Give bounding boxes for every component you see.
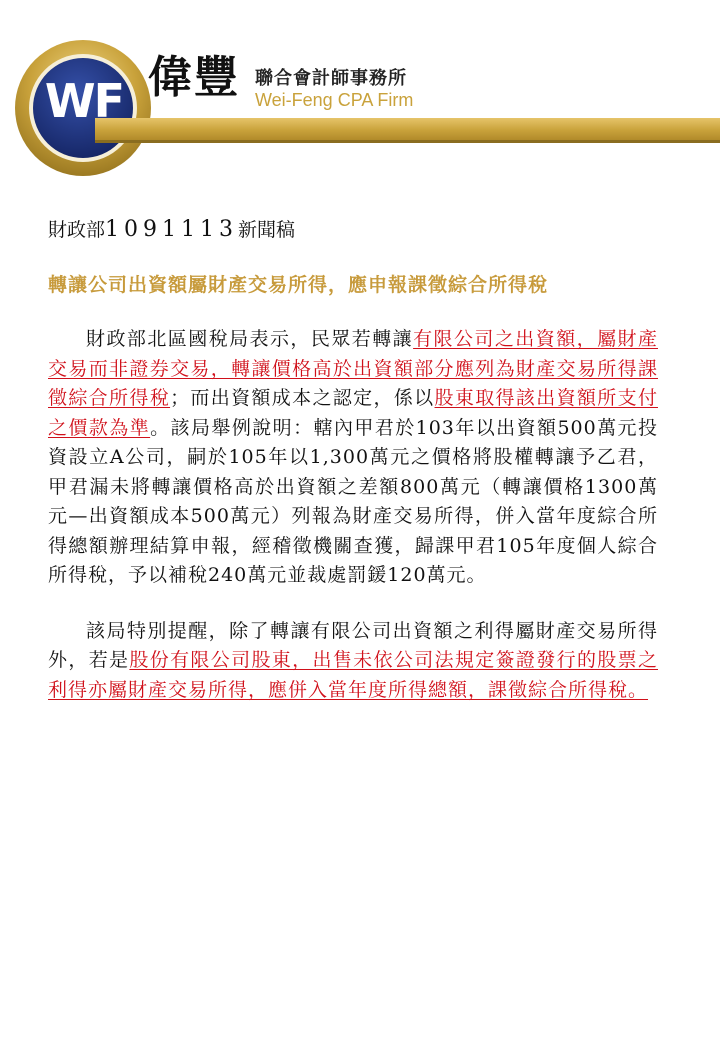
p1-highlight-1: 有限公司之出資額，屬財產交易而非證券交易，轉讓價格高於出資額部分應列為財產交易所得課徵綜合所得稅 (48, 328, 658, 409)
brand-subtitle-cn: 聯合會計師事務所 (255, 68, 407, 89)
p1-text-1: 財政部北區國稅局表示，民眾若轉讓 (86, 328, 414, 350)
headline: 轉讓公司出資額屬財產交易所得，應申報課徵綜合所得稅 (48, 274, 549, 296)
p1-text-3: 。該局舉例說明：轄內甲君於103年以出資額500萬元投資設立A公司，嗣於105年以1,300萬元之價格將股權轉讓予乙君，甲君漏未將轉讓價格高於出資額之差額800萬元（轉讓價格1300萬元—出資額成本500萬元）列報為財產交易所得，併入當年度綜合所得總額辦理結算申報，經稽徵機關查獲，歸課甲君105年度個人綜合所得稅，予以補稅240萬元並裁處罰鍰120萬元。 (48, 416, 658, 586)
paragraph-2 (48, 617, 658, 706)
gold-band-shadow (95, 140, 720, 143)
p2-highlight-1: 股份有限公司股東，出售未依公司法規定簽證發行的股票之利得亦屬財產交易所得，應併入當年度所得總額，課徵綜合所得稅。 (48, 649, 658, 701)
press-suffix: 新聞稿 (238, 219, 296, 241)
press-prefix: 財政部 (48, 219, 106, 241)
press-date: 1091113 (105, 217, 238, 242)
press-release-title (48, 210, 658, 250)
document-body (48, 210, 658, 724)
brand-subtitle-en: Wei-Feng CPA Firm (255, 90, 414, 110)
brand-name: 偉豐 (148, 52, 240, 103)
p2-text-1: 該局特別提醒，除了轉讓有限公司出資額之利得屬財產交易所得外，若是 (48, 619, 658, 671)
logo-mark: WF (44, 74, 124, 128)
p1-highlight-2: 股東取得該出資額所支付之價款為準 (48, 387, 658, 439)
letterhead (0, 0, 720, 175)
p1-text-2: ；而出資額成本之認定，係以 (170, 387, 435, 409)
paragraph-1 (48, 325, 658, 591)
gold-band (95, 118, 720, 140)
